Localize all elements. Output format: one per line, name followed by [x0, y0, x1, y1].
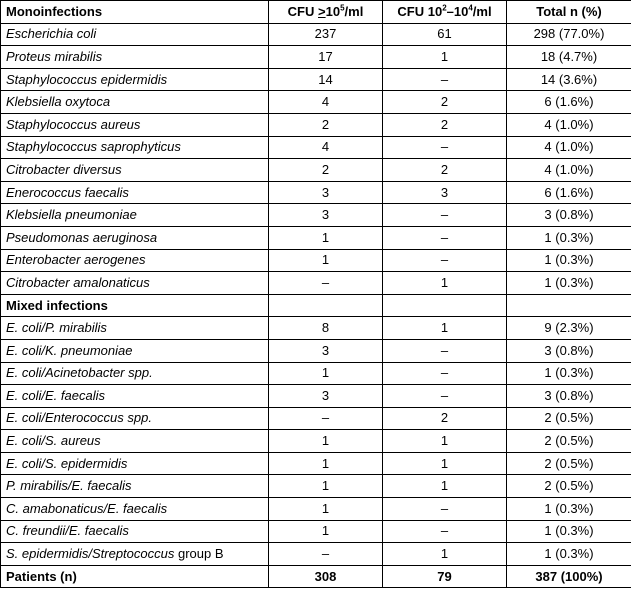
table-body	[1, 23, 631, 588]
totals-cfu-high: 308	[269, 565, 383, 588]
organism-name: Enterobacter aerogenes	[6, 252, 146, 268]
organism-cell	[1, 181, 269, 204]
cfu-high-cell: 1	[269, 452, 383, 475]
organism-cell	[1, 91, 269, 114]
cfu-high-cell: 4	[269, 136, 383, 159]
cfu-range-cell: –	[383, 226, 507, 249]
organism-name: C. freundii/E. faecalis	[6, 523, 129, 539]
cfu-range-cell: 3	[383, 181, 507, 204]
total-cell: 3 (0.8%)	[507, 385, 631, 408]
cfu-high-cell: 14	[269, 68, 383, 91]
organism-cell	[1, 68, 269, 91]
total-cell: 1 (0.3%)	[507, 362, 631, 385]
organism-name: Staphylococcus saprophyticus	[6, 139, 181, 155]
cfu-high-cell: 4	[269, 91, 383, 114]
cfu-high-cell: 1	[269, 362, 383, 385]
organism-cell	[1, 498, 269, 521]
organism-name: E. coli/K. pneumoniae	[6, 342, 133, 358]
totals-total: 387 (100%)	[507, 565, 631, 588]
total-cell: 9 (2.3%)	[507, 317, 631, 340]
section-empty-cell	[507, 294, 631, 317]
total-cell: 1 (0.3%)	[507, 543, 631, 566]
table-row	[1, 226, 631, 249]
total-cell: 4 (1.0%)	[507, 113, 631, 136]
organism-cell	[1, 46, 269, 69]
cfu-range-cell: 1	[383, 46, 507, 69]
cfu-high-cell: 3	[269, 181, 383, 204]
table-row	[1, 249, 631, 272]
cfu-range-cell: 1	[383, 452, 507, 475]
organism-cell	[1, 226, 269, 249]
cfu-range-cell: 1	[383, 317, 507, 340]
organism-cell	[1, 520, 269, 543]
total-cell: 18 (4.7%)	[507, 46, 631, 69]
cfu-high-cell: 2	[269, 159, 383, 182]
section-empty-cell	[269, 294, 383, 317]
organism-cell	[1, 362, 269, 385]
organism-cell	[1, 543, 269, 566]
organism-name: Citrobacter amalonaticus	[6, 274, 150, 290]
table-row	[1, 339, 631, 362]
total-cell: 1 (0.3%)	[507, 249, 631, 272]
table-row	[1, 520, 631, 543]
table-row	[1, 498, 631, 521]
organism-name: Staphylococcus epidermidis	[6, 71, 168, 87]
totals-cfu-range: 79	[383, 565, 507, 588]
organism-name: Proteus mirabilis	[6, 48, 103, 64]
header-cfu-range: CFU $10^2-10^4/ml$	[383, 1, 507, 24]
cfu-range-cell: –	[383, 385, 507, 408]
header-total: Total n (%)	[507, 1, 631, 24]
total-cell: 298 (77.0%)	[507, 23, 631, 46]
cfu-range-cell: 1	[383, 272, 507, 295]
total-cell: 6 (1.6%)	[507, 91, 631, 114]
cfu-range-cell: –	[383, 362, 507, 385]
cfu-high-cell: 237	[269, 23, 383, 46]
cfu-high-cell: 3	[269, 339, 383, 362]
cfu-range-cell: –	[383, 339, 507, 362]
cfu-range-cell: 2	[383, 407, 507, 430]
organism-cell	[1, 113, 269, 136]
organism-name: P. mirabilis/E. faecalis	[6, 478, 132, 494]
table-row	[1, 23, 631, 46]
organism-cell	[1, 339, 269, 362]
cfu-high-cell: –	[269, 272, 383, 295]
cfu-range-cell: –	[383, 68, 507, 91]
total-cell: 2 (0.5%)	[507, 475, 631, 498]
section-row-mixed	[1, 294, 631, 317]
cfu-high-cell: –	[269, 543, 383, 566]
table-row	[1, 181, 631, 204]
total-cell: 2 (0.5%)	[507, 452, 631, 475]
organism-cell	[1, 475, 269, 498]
cfu-high-cell: 17	[269, 46, 383, 69]
total-cell: 2 (0.5%)	[507, 430, 631, 453]
cfu-high-cell: 3	[269, 385, 383, 408]
cfu-range-cell: 1	[383, 430, 507, 453]
section-label: Mixed infections	[1, 294, 269, 317]
organism-cell	[1, 159, 269, 182]
table-row	[1, 317, 631, 340]
total-cell: 3 (0.8%)	[507, 339, 631, 362]
header-cfu-high: CFU $>10^5/ml$	[269, 1, 383, 24]
total-cell: 4 (1.0%)	[507, 136, 631, 159]
cfu-high-cell: 1	[269, 498, 383, 521]
organism-cell	[1, 385, 269, 408]
cfu-range-cell: 2	[383, 159, 507, 182]
total-cell: 1 (0.3%)	[507, 272, 631, 295]
organism-cell	[1, 452, 269, 475]
organism-name: E. coli/Acinetobacter spp.	[6, 365, 153, 381]
cfu-high-cell: 1	[269, 249, 383, 272]
organism-name: E. coli/P. mirabilis	[6, 320, 107, 336]
cfu-high-cell: 1	[269, 475, 383, 498]
total-cell: 1 (0.3%)	[507, 226, 631, 249]
table-row	[1, 430, 631, 453]
organism-cell	[1, 317, 269, 340]
organism-name: Enerococcus faecalis	[6, 184, 129, 200]
cfu-high-cell: 8	[269, 317, 383, 340]
organism-name: C. amabonaticus/E. faecalis	[6, 500, 168, 516]
total-cell: 2 (0.5%)	[507, 407, 631, 430]
organism-name: Pseudomonas aeruginosa	[6, 229, 158, 245]
organism-name: Escherichia coli	[6, 26, 97, 42]
cfu-range-cell: –	[383, 520, 507, 543]
total-cell: 14 (3.6%)	[507, 68, 631, 91]
organism-cell	[1, 136, 269, 159]
table-row	[1, 68, 631, 91]
table-row	[1, 385, 631, 408]
cfu-range-cell: 1	[383, 475, 507, 498]
header-row	[1, 1, 631, 24]
cfu-range-cell: 2	[383, 91, 507, 114]
cfu-range-cell: 1	[383, 543, 507, 566]
organism-name: E. coli/E. faecalis	[6, 387, 105, 403]
organism-cell	[1, 249, 269, 272]
header-monoinfections: Monoinfections	[1, 1, 269, 24]
table-row	[1, 543, 631, 566]
cfu-range-cell: 61	[383, 23, 507, 46]
table-row	[1, 91, 631, 114]
cfu-range-cell: –	[383, 136, 507, 159]
table-row	[1, 204, 631, 227]
organism-cell	[1, 204, 269, 227]
table-row	[1, 159, 631, 182]
total-cell: 1 (0.3%)	[507, 520, 631, 543]
organism-name: Citrobacter diversus	[6, 161, 122, 177]
totals-label: Patients (n)	[1, 565, 269, 588]
total-cell: 1 (0.3%)	[507, 498, 631, 521]
total-cell: 6 (1.6%)	[507, 181, 631, 204]
section-empty-cell	[383, 294, 507, 317]
organism-name: S. epidermidis/Streptococcus	[6, 546, 175, 562]
cfu-high-cell: 2	[269, 113, 383, 136]
organism-name: Klebsiella oxytoca	[6, 94, 111, 110]
cfu-high-cell: 3	[269, 204, 383, 227]
organism-name: E. coli/Enterococcus spp.	[6, 410, 152, 426]
organism-name: E. coli/S. epidermidis	[6, 455, 128, 471]
organism-name: Staphylococcus aureus	[6, 116, 141, 132]
cfu-high-cell: 1	[269, 226, 383, 249]
cfu-high-cell: –	[269, 407, 383, 430]
cfu-high-cell: 1	[269, 520, 383, 543]
totals-row	[1, 565, 631, 588]
table-row	[1, 136, 631, 159]
organism-cell	[1, 407, 269, 430]
table-row	[1, 113, 631, 136]
organism-name: Klebsiella pneumoniae	[6, 207, 137, 223]
organism-cell	[1, 23, 269, 46]
organism-cell	[1, 430, 269, 453]
total-cell: 3 (0.8%)	[507, 204, 631, 227]
table-row	[1, 407, 631, 430]
cfu-range-cell: 2	[383, 113, 507, 136]
organism-suffix: group B	[174, 546, 224, 562]
cfu-range-cell: –	[383, 498, 507, 521]
table-row	[1, 272, 631, 295]
table-row	[1, 475, 631, 498]
table-row	[1, 362, 631, 385]
organism-name: E. coli/S. aureus	[6, 433, 101, 449]
cfu-high-cell: 1	[269, 430, 383, 453]
organism-cell	[1, 272, 269, 295]
table-row	[1, 452, 631, 475]
total-cell: 4 (1.0%)	[507, 159, 631, 182]
table-row	[1, 46, 631, 69]
cfu-range-cell: –	[383, 249, 507, 272]
cfu-range-cell: –	[383, 204, 507, 227]
